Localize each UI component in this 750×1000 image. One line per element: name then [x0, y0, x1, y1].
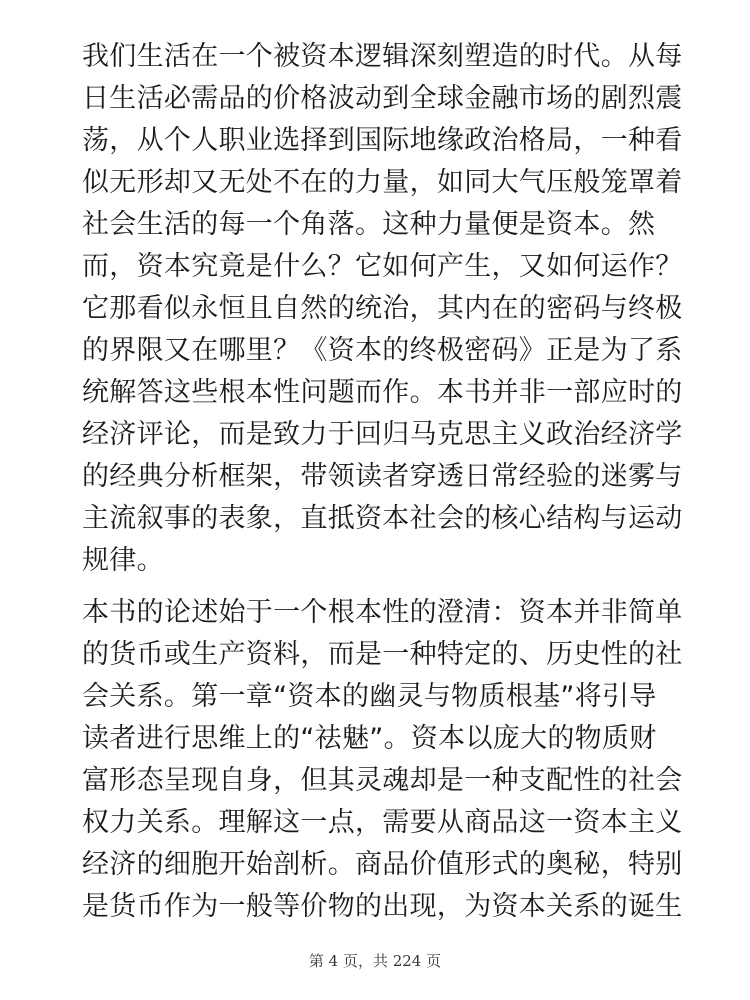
text-line: 经济的细胞开始剖析。商品价值形式的奥秘，特别	[82, 849, 683, 880]
text-line: 的界限又在哪里？《资本的终极密码》正是为了系	[82, 335, 683, 366]
paragraph-spacer	[82, 582, 672, 592]
text-line: 读者进行思维上的“祛魅”。资本以庞大的物质财	[82, 723, 657, 754]
text-line: 规律。	[82, 545, 164, 576]
page-body	[82, 36, 683, 928]
text-line: 社会生活的每一个角落。这种力量便是资本。然	[82, 209, 656, 240]
text-line: 似无形却又无处不在的力量，如同大气压般笼罩着	[82, 167, 683, 198]
text-line: 我们生活在一个被资本逻辑深刻塑造的时代。从每	[82, 41, 683, 72]
text-line: 主流叙事的表象，直抵资本社会的核心结构与运动	[82, 503, 683, 534]
text-line: 会关系。第一章“资本的幽灵与物质根基”将引导	[82, 681, 657, 712]
paragraph-1	[82, 36, 683, 582]
page-number: 第 4 页，共 224 页	[308, 952, 442, 970]
text-line: 富形态呈现自身，但其灵魂却是一种支配性的社会	[82, 765, 683, 796]
text-line: 而，资本究竟是什么？它如何产生，又如何运作？	[82, 251, 683, 282]
text-line: 是货币作为一般等价物的出现，为资本关系的诞生	[82, 891, 683, 922]
text-line: 权力关系。理解这一点，需要从商品这一资本主义	[82, 807, 683, 838]
text-line: 经济评论，而是致力于回归马克思主义政治经济学	[82, 419, 683, 450]
text-line: 统解答这些根本性问题而作。本书并非一部应时的	[82, 377, 683, 408]
text-line: 它那看似永恒且自然的统治，其内在的密码与终极	[82, 293, 683, 324]
text-line: 的经典分析框架，带领读者穿透日常经验的迷雾与	[82, 461, 683, 492]
text-line: 本书的论述始于一个根本性的澄清：资本并非简单	[82, 597, 683, 628]
paragraph-2	[82, 592, 683, 928]
text-line: 日生活必需品的价格波动到全球金融市场的剧烈震	[82, 83, 683, 114]
text-line: 的货币或生产资料，而是一种特定的、历史性的社	[82, 639, 683, 670]
text-line: 荡，从个人职业选择到国际地缘政治格局，一种看	[82, 125, 683, 156]
